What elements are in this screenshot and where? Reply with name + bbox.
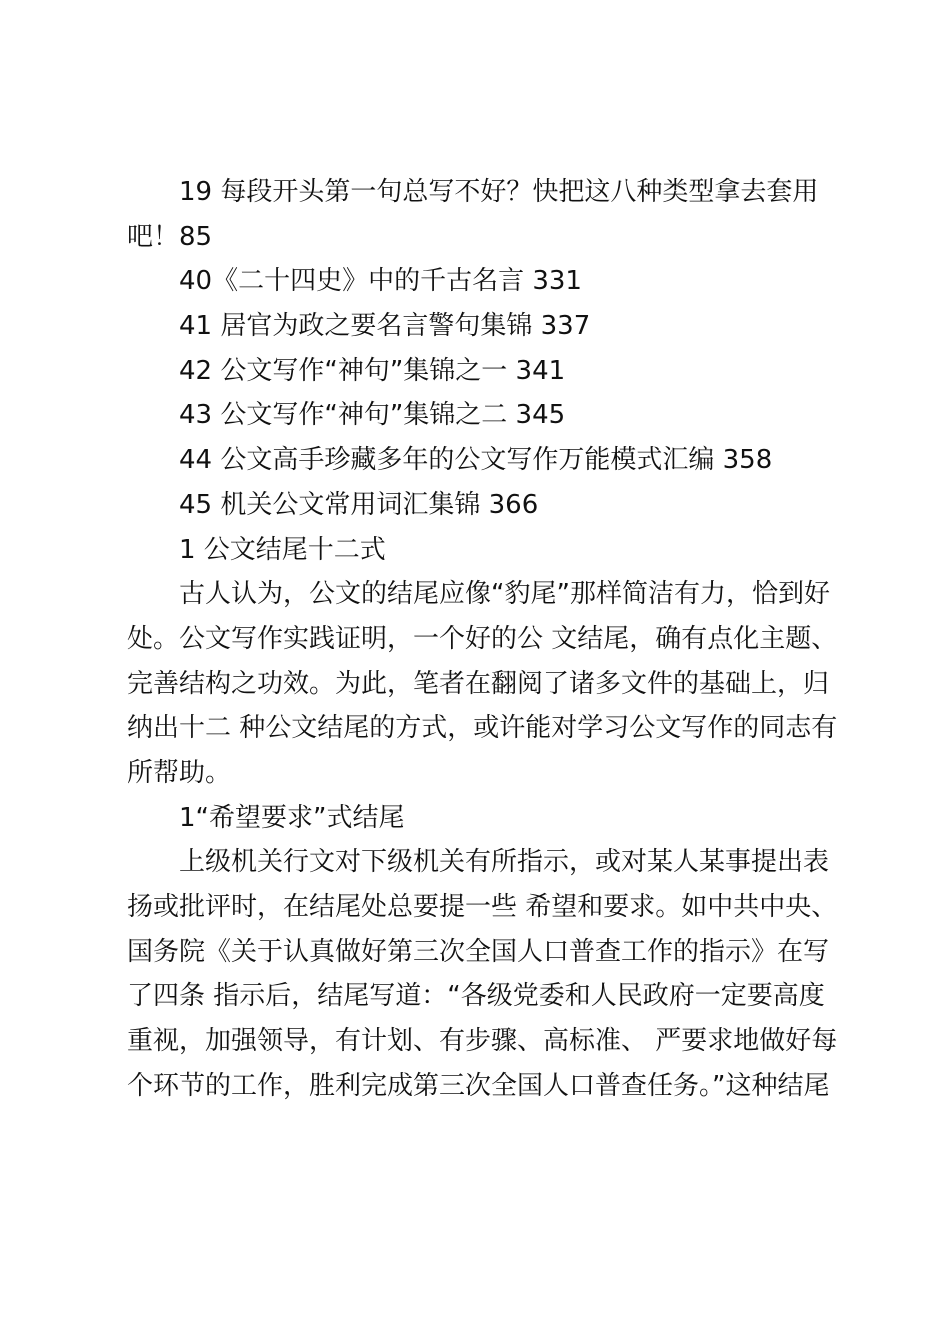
- toc-entry-44: 44 公文高手珍藏多年的公文写作万能模式汇编 358: [179, 445, 773, 476]
- paragraph-line: 所帮助。: [127, 757, 232, 788]
- paragraph-line: 古人认为，公文的结尾应像“豹尾”那样简洁有力，恰到好: [179, 579, 830, 610]
- document-page: [127, 170, 838, 1108]
- section-title: 1 公文结尾十二式: [179, 534, 386, 565]
- toc-entry-45: 45 机关公文常用词汇集锦 366: [179, 489, 539, 520]
- subsection-title: 1“希望要求”式结尾: [179, 802, 405, 833]
- paragraph-line: 了四条 指示后，结尾写道：“各级党委和人民政府一定要高度: [127, 981, 825, 1012]
- paragraph-line: 处。公文写作实践证明，一个好的公 文结尾，确有点化主题、: [127, 623, 838, 654]
- paragraph-line: 个环节的工作，胜利完成第三次全国人口普查任务。”这种结尾: [127, 1070, 830, 1101]
- toc-entry-42: 42 公文写作“神句”集锦之一 341: [179, 355, 566, 386]
- paragraph-line: 纳出十二 种公文结尾的方式，或许能对学习公文写作的同志有: [127, 713, 838, 744]
- paragraph-line: 重视，加强领导，有计划、有步骤、高标准、 严要求地做好每: [127, 1026, 838, 1057]
- paragraph-line: 完善结构之功效。为此，笔者在翻阅了诸多文件的基础上，归: [127, 668, 830, 699]
- paragraph-line: 国务院《关于认真做好第三次全国人口普查工作的指示》在写: [127, 936, 830, 967]
- toc-entry-41: 41 居官为政之要名言警句集锦 337: [179, 311, 591, 342]
- toc-entry-19-continued: 吧！85: [127, 221, 213, 252]
- toc-entry-43: 43 公文写作“神句”集锦之二 345: [179, 400, 566, 431]
- paragraph-line: 上级机关行文对下级机关有所指示，或对某人某事提出表: [179, 847, 830, 878]
- toc-entry-19: 19 每段开头第一句总写不好？快把这八种类型拿去套用: [179, 177, 819, 207]
- intro-paragraph: [127, 572, 838, 795]
- paragraph-line: 扬或批评时，在结尾处总要提一些 希望和要求。如中共中央、: [127, 892, 838, 922]
- body-paragraph: [127, 840, 838, 1108]
- toc-entry-40: 40《二十四史》中的千古名言 331: [179, 266, 582, 297]
